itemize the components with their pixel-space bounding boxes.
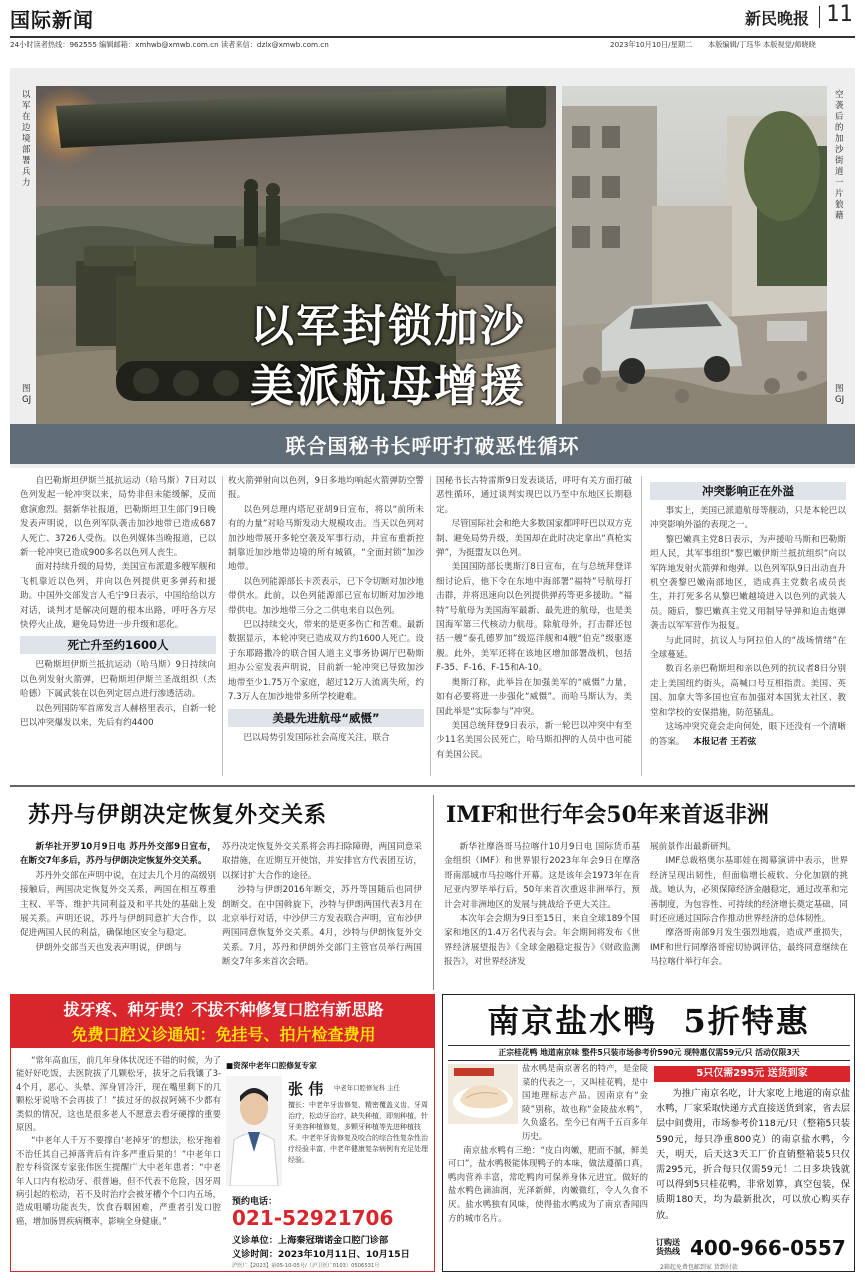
lead-c2-p1: 枚火箭弹射向以色列，9日多地均响起火箭弹防空警报。 <box>228 476 424 501</box>
lead-c1-p2: 面对持续升级的局势，美国宣布派遣多艘军舰和飞机靠近以色列，并向以色列提供更多弹药和援助。中国外交部发言人毛宁9日表示，中国给给以方对话，谈判才是解决问题的根本出路，呼吁各方尽快停火止战，避免局势进一步升级和恶化。 <box>20 562 216 631</box>
page-divider <box>819 6 820 28</box>
left-photo-caption: 以军在边境部署兵力 <box>22 90 31 188</box>
reader-hotline: 24小时读者热线：962555 编辑邮箱：xmhwb@xmwb.com.cn 读者来信：dzlx@xmwb.com.cn <box>10 40 329 49</box>
s3-c1-p2: 本次年会会期为9日至15日，来自全球189个国家和地区的1.4万名代表与会。年会期间将发布《世界经济展望报告》《全球金融稳定报告》《财政监测报告》，对世界经济发 <box>444 914 640 968</box>
dental-body <box>16 1054 221 1268</box>
lead-c3-p4: 奥斯汀称，此举旨在加强美军的“威慑”力量，如有必要将进一步强化“威慑”。而哈马斯认为，美国此举是“实际参与”冲突。 <box>436 677 632 717</box>
section-title: 国际新闻 <box>10 8 94 32</box>
dental-expert-label: ■资深中老年口腔修复专家 <box>226 1061 317 1070</box>
duck-right-text: 为推广南京名吃，计大家吃上地道的南京盐水鸭，厂家采取快递方式直接送货到家，省去层层中间费用，市场参考价118元/只（整箱5只装590元，每只净重800克）的南京盐水鸭，今天，明天，后天这3天工厂价直销整箱装5只仅需295元，折合每只仅需59元！二日多块钱就可以得到5只桂花鸭，非常划算，真空包装，保质期180天，均为最新批次，可以放心购买存放。 <box>656 1088 850 1221</box>
doctor-avatar-icon <box>226 1076 282 1186</box>
dental-phone[interactable]: 021-52921706 <box>232 1206 394 1230</box>
lead-c4-p3: 与此同时，抗议人与阿拉伯人的“战场情绪”在全球蔓延。 <box>650 635 846 661</box>
s2-c2-p2: 沙特与伊朗2016年断交，苏丹等国随后也同伊朗断交。在中国斡旋下，沙特与伊朗两国代表3月在北京举行对话，中沙伊三方发表联合声明，宣布沙伊两国同意恢复外交关系。4月，沙特与伊朗恢复外交关系。7月，苏丹和伊朗外交部门主管官员举行两国断交7年多来首次会晤。 <box>222 885 422 968</box>
doctor-title: 中老年口腔修复科 主任 <box>334 1084 400 1092</box>
left-photo-credit: 图GJ <box>22 384 32 405</box>
imf-col-2 <box>650 840 848 990</box>
doctor-name: 张 伟 <box>288 1080 324 1098</box>
lead-c1-p4: 以色列国防军首席发言人赫格里表示，自新一轮巴以冲突爆发以来，先后有约4400 <box>20 703 216 729</box>
issue-date: 2023年10月10日/星期二 <box>610 40 693 49</box>
s3-c2-p3: 摩洛哥南部9月发生强烈地震，造成严重损失，IMF和世行同摩洛哥密切协调评估，最终同意继续在马拉喀什举行年会。 <box>650 928 848 968</box>
dental-headline-1: 拔牙疼、种牙贵？不拔不种修复口腔有新思路 <box>63 1000 384 1019</box>
s3-c2-p2: IMF总裁格奥尔基耶娃在揭幕演讲中表示，世界经济呈现出韧性，但面临增长疲软、分化加剧的挑战。她认为，必须保障经济金融稳定，通过改革和完善制度，为包容性、可持续的经济增长奠定基础，同时还应通过国际合作推动世界经济的总体韧性。 <box>650 856 848 925</box>
col-divider <box>641 476 642 776</box>
dental-headline-2: 免费口腔义诊通知：免挂号、拍片检查费用 <box>71 1025 376 1044</box>
s3-dateline: 新华社摩洛哥马拉喀什10月9日电 国际货币基金组织（IMF）和世界银行2023年年会9日在摩洛哥南部城市马拉喀什开幕。这是该年会1973年在肯尼亚内罗毕举行后，50年来首次重返非洲举行，预计会对非洲地区的发展与挑战给予更大关注。 <box>444 842 640 910</box>
sudan-iran-col-2 <box>222 840 422 990</box>
page-header <box>0 0 865 52</box>
lead-column-4 <box>650 474 846 779</box>
header-rule <box>10 36 855 38</box>
duck-headline: 南京盐水鸭 5折特惠 <box>487 1002 810 1040</box>
s2-c1-p2: 苏丹外交部在声明中说，在过去几个月的高级别接触后，两国决定恢复外交关系，两国在相互尊重主权、平等、维护共同利益及和平共处的基础上发展关系。声明还说，苏丹与伊朗同意扩大合作，以促进两国人民的利益，确保地区安全与稳定。 <box>20 870 216 939</box>
duck-promo-strip: 正宗桂花鸭 地道南京味 整件5只装市场参考价590元 现特惠仅需59元/只 活动仅限3天 <box>448 1045 850 1061</box>
paper-name: 新民晚报 <box>745 9 810 28</box>
story-divider <box>433 795 434 990</box>
gaza-street-photo <box>562 86 827 424</box>
dental-dates: 义诊时间：2023年10月11日、10月15日 <box>232 1249 410 1260</box>
right-photo-credit: 图GJ <box>835 384 845 405</box>
lead-c2-p5: 巴以局势引发国际社会高度关注，联合 <box>243 732 390 743</box>
lead-c4-p1: 事实上，美国已派遣航母等舰动，只是本轮巴以冲突影响外溢的表现之一。 <box>650 506 846 531</box>
lead-column-3 <box>436 474 632 779</box>
lead-c3-p3: 美国国防部长奥斯汀8日宣布，在与总统拜登详细讨论后，他下令在东地中海部署“福特”号航母打击群，并将迅速向以色列提供弹药等更多援助。“福特”号航母为美国海军最新、最先进的航母，也是美国海军第三代核动力航母。除航母外，打击群还包括一艘“泰孔德罗加”级巡洋舰和4艘“伯克”级驱逐舰。此外，美军还将在该地区增加部署战机，包括F-35、F-16、F-15和A-10。 <box>436 562 632 674</box>
duck-text-p1: 盐水鸭是南京著名的特产，是金陵菜的代表之一，又叫桂花鸭，是中国地理标志产品。因南京有“金陵”别称，故也称“金陵盐水鸭”，久负盛名，至今已有两千五百多年历史。 <box>522 1063 648 1141</box>
lead-c2-p2: 以色列总理内塔尼亚胡9日宣布，将以“前所未有的力量”对哈马斯发动大规模攻击。当天以色列对加沙地带展开多轮空袭及军事行动，并宣布重新控制靠近加沙地带边境的所有城镇，“全面封锁”加沙地带。 <box>228 504 424 573</box>
lead-c4-closing: 这场冲突究竟会走向何处，眼下还没有一个清晰的答案。 <box>650 722 846 747</box>
col-divider <box>430 476 431 776</box>
s2-c1-p1 <box>20 840 216 869</box>
s3-c1-p1 <box>444 840 640 912</box>
doctor-description: 擅长：中老年牙齿修复，精密覆盖义齿，牙周治疗，松动牙治疗，缺失种植，即刻种植，针牙美容种植修复，多颗牙种植等先进种植技术。中老年牙齿修复及咬合的综合性复杂性治疗经验丰富，中老年健康复杂病例有充足处理经验。 <box>288 1101 428 1164</box>
lead-c2-p3: 以色列能源部长卡茨表示，已下令切断对加沙地带供水。此前，以色列能源部已宣布切断对加沙地带供电。加沙地带三分之二供电来自以色列。 <box>228 576 424 616</box>
lead-column-2 <box>228 474 424 779</box>
dental-venue: 义诊单位：上海秦冠瑞诺金口腔门诊部 <box>232 1235 389 1246</box>
section-rule <box>10 785 855 787</box>
sudan-iran-headline: 苏丹与伊朗决定恢复外交关系 <box>28 802 328 828</box>
lead-c3-p1: 国秘书长古特雷斯9日发表谈话，呼吁有关方面打破恶性循环，通过谈判实现巴以乃至中东地区长期稳定。 <box>436 476 632 515</box>
sudan-iran-col-1 <box>20 840 216 990</box>
lead-c3-p2: 尽管国际社会和绝大多数国家都呼吁巴以双方克制、避免局势升级，美国却在此时决定拿出“真枪实弹”，为挺盟友以色列。 <box>436 519 632 559</box>
lead-c2-subhead: 美最先进航母“威慑” <box>228 709 424 727</box>
lead-column-1 <box>20 474 216 779</box>
duck-left-text <box>448 1062 648 1270</box>
lead-c4-p5 <box>650 720 846 749</box>
imf-headline: IMF和世行年会50年来首返非洲 <box>446 802 769 828</box>
imf-col-1 <box>444 840 640 990</box>
right-photo-caption: 空袭后的加沙街道一片狼藉 <box>835 90 844 221</box>
duck-text-p2: 南京盐水鸭有三绝：“皮白肉嫩，肥而不腻，鲜美可口”，盐水鸭极能体现鸭子的本味，做法遵循口真，鸭肉营养丰富，常吃鸭肉可保养身体元进宜。做好的盐水鸭色滴油润，光泽新鲜，肉嫩微红，令人久食不厌。盐水鸭独有风味，使得盐水鸭成为了南京香闻四方的城市名片。 <box>448 1144 648 1223</box>
page-number: 11 <box>826 2 853 27</box>
dental-license: 沪医广【2023】第05-10-05号/（沪卫医广0103）0506531号 <box>232 1263 380 1269</box>
s2-c2-p1: 苏丹决定恢复外交关系将会再扫除障碍，两国同意采取措施，在近期互开使馆，并安排官方代表团互访，以探讨扩大合作的途径。 <box>222 842 422 881</box>
lead-headline-line1: 以军封锁加沙 <box>250 301 526 352</box>
page-editors: 本版编辑/丁珏华 本版视觉/师晓晓 <box>708 40 816 49</box>
doctor-portrait <box>226 1076 282 1186</box>
lead-c3-p5: 美国总统拜登9日表示，新一轮巴以冲突中有至少11名美国公民死亡，哈马斯扣押的人员中也可能有美国公民。 <box>436 720 632 760</box>
lead-c4-subhead: 冲突影响正在外溢 <box>650 482 846 500</box>
lead-subheadline: 联合国秘书长呼吁打破恶性循环 <box>285 434 580 458</box>
lead-c1-p1: 自巴勒斯坦伊斯兰抵抗运动（哈马斯）7日对以色列发起一轮冲突以来，局势非但未能缓解，反而愈演愈烈。据新华社报道，巴勒斯坦卫生部门9日晚发表声明说，以色列军队袭击加沙地带已造成687人死亡、3726人受伤。以色列媒体当晚报道，已以新一轮冲突已造成900多名以色列人丧生。 <box>20 476 216 559</box>
duck-price-badge: 5只仅需295元 送货到家 <box>654 1066 850 1082</box>
duck-order-label: 订购送货热线 <box>656 1238 680 1256</box>
lead-c1-p3: 巴勒斯坦伊斯兰抵抗运动（哈马斯）9日持续向以色列发射火箭弹，巴勒斯坦伊斯兰圣战组织（杰哈德）下属武装在以色列定居点进行渗透活动。 <box>20 660 216 700</box>
lead-author: 本报记者 王若弦 <box>693 736 757 747</box>
s2-c1-p3: 伊朗外交部当天也发表声明说，伊朗与 <box>35 942 182 953</box>
gaza-street-illustration <box>562 86 827 424</box>
lead-headline-line2: 美派航母增援 <box>250 361 526 412</box>
s2-dateline: 新华社开罗10月9日电 苏丹外交部9日宣布，在断交7年多后，苏丹与伊朗决定恢复外交关系。 <box>20 842 216 867</box>
duck-hotline[interactable]: 400-966-0557 <box>690 1236 846 1260</box>
duck-note: 2箱起免费包邮到家 货到付款 <box>660 1264 738 1271</box>
dental-phone-label: 预约电话： <box>232 1197 278 1207</box>
lead-c4-p2: 黎巴嫩真主党8日表示，为声援哈马斯和巴勒斯坦人民，其军事组织“黎巴嫩伊斯兰抵抗组织”向以军阵地发射火箭弹和炮弹。以色列军队9日出动直升机空袭黎巴嫩南部地区，造成真主党数名成员丧生，并打死多名从黎巴嫩越境进入以色列的武装人员。随后，黎巴嫩真主党又用制导导弹和迫击炮弹袭击以军军营作为报复。 <box>650 534 846 632</box>
lead-c2-p4: 巴以持续交火，带来的是更多伤亡和苦难。最新数据显示，本轮冲突已造成双方约1600人死亡。设于东耶路撒冷的联合国人道主义事务协调厅巴勒斯坦办公室发表声明说，目前新一轮冲突已导致加沙地带至少1.75万个家庭，超过12万人流离失所，约7.3万人在加沙地带多所学校避难。 <box>228 620 424 703</box>
lead-c4-p4: 数百名亲巴勒斯坦和亲以色列的抗议者8日分别走上美国纽约街头，高喊口号互相指责。美国、英国、加拿大等多国也宣布加强对本国犹太社区、教堂和学校的安保措施，防范骚乱。 <box>650 664 846 718</box>
dental-body-p1: “常年高血压，前几年身体状况还不错的时候，为了能好好吃饭，去医院拔了几颗松牙，拔牙之后我镶了3-4个月，恶心、头晕、浑身冒冷汗，现在嘴里剩下的几颗松牙说啥不会再拔了！”拔过牙的叔叔阿姨不少都有类似的情况，这也是很多老人不愿意去看牙硬撑的重要原因。 <box>16 1055 221 1133</box>
lead-c1-subhead: 死亡升至约1600人 <box>20 636 216 654</box>
dental-body-p2: “中老年人千万不要撑自‘老掉牙’的想法，松牙拖着不治任其自己掉落背后有许多严重后果的！”中老年口腔专科资深专家张伟医生提醒广大中老年患者：“中老年人口内有松动牙、很普遍，但不代表不危险，因牙周病引起的松动，若不及时治疗会被牙槽个个口内五场，造成咀嚼功能丧失，饮食吞咽困难，严重者引发口腔癌，增加肠胃疾病概率，影响全身健康。” <box>16 1135 221 1226</box>
s3-c2-p1: 展前景作出最新研判。 <box>650 842 736 852</box>
col-divider <box>222 476 223 776</box>
